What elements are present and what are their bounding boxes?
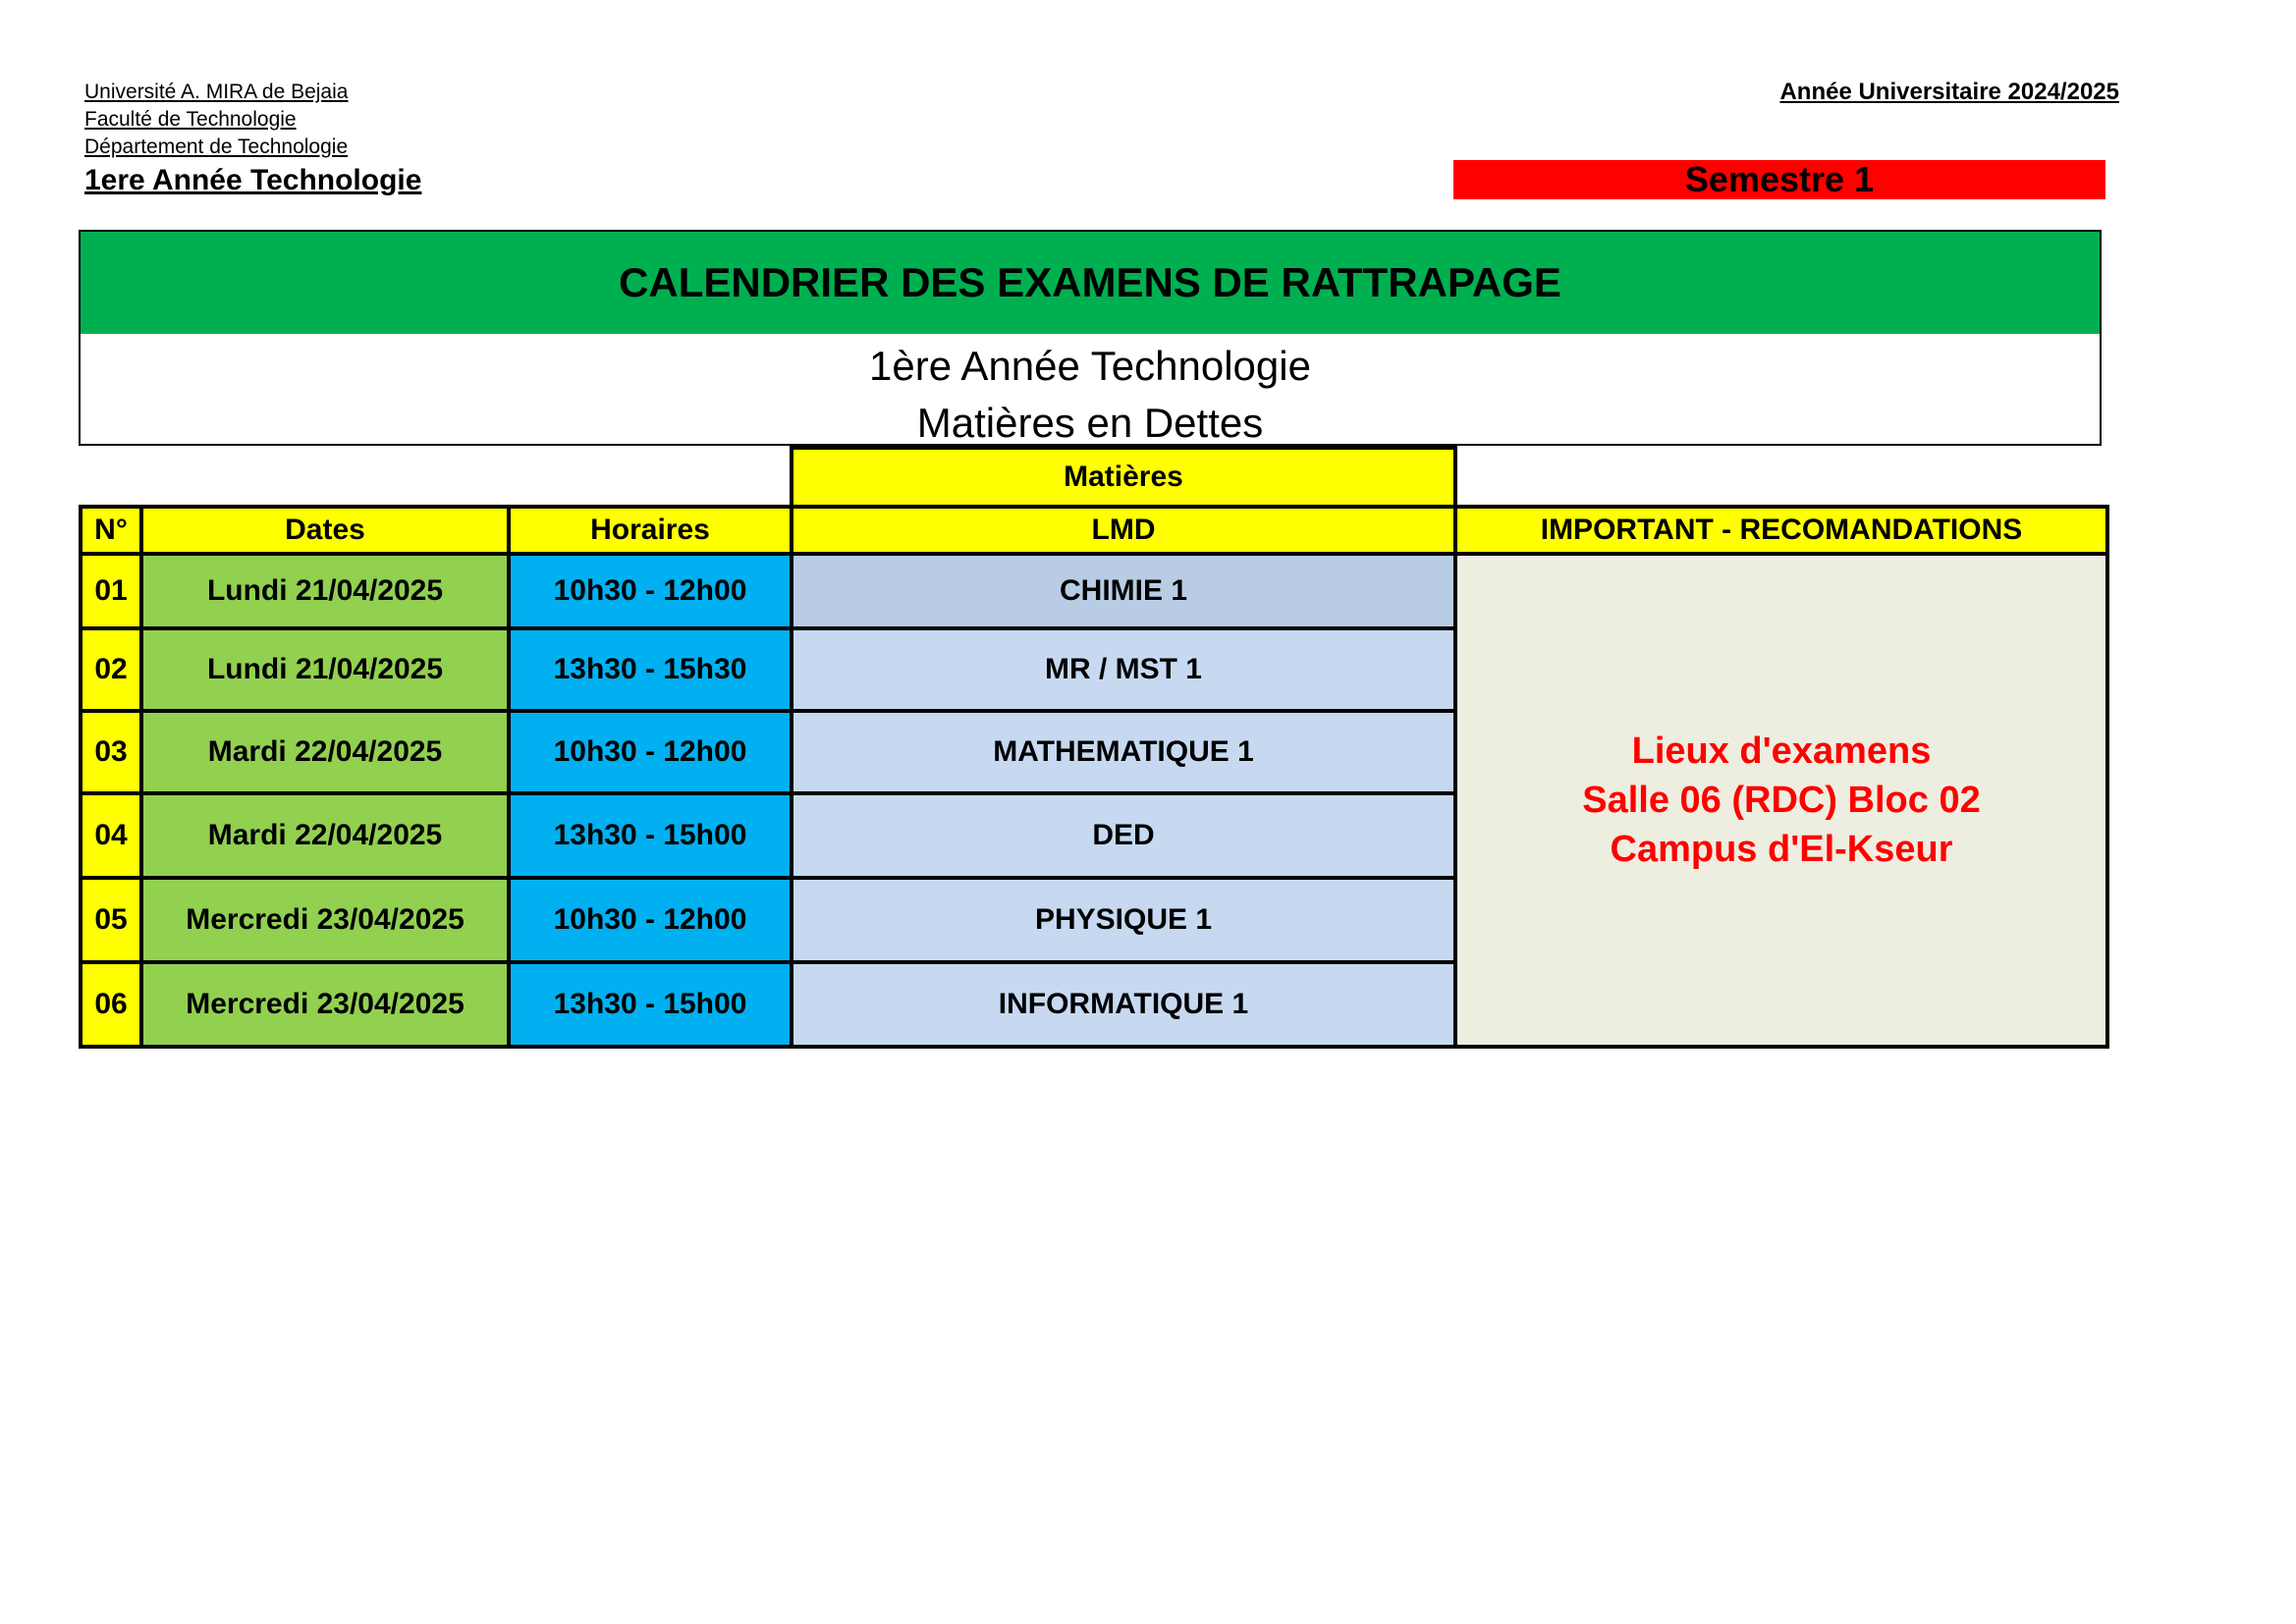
row-date: Mercredi 23/04/2025	[141, 878, 509, 962]
row-num: 03	[81, 711, 141, 793]
row-subject: PHYSIQUE 1	[792, 878, 1455, 962]
row-time: 10h30 - 12h00	[509, 878, 792, 962]
exam-location-note	[1455, 554, 2107, 1047]
row-subject: CHIMIE 1	[792, 554, 1455, 628]
row-time: 13h30 - 15h00	[509, 962, 792, 1047]
level-label: 1ere Année Technologie	[84, 164, 422, 196]
table-row	[81, 554, 2107, 628]
semester-badge: Semestre 1	[1453, 160, 2105, 199]
row-date: Mardi 22/04/2025	[141, 793, 509, 878]
row-subject: DED	[792, 793, 1455, 878]
row-num: 05	[81, 878, 141, 962]
row-date: Mercredi 23/04/2025	[141, 962, 509, 1047]
row-subject: INFORMATIQUE 1	[792, 962, 1455, 1047]
row-date: Lundi 21/04/2025	[141, 554, 509, 628]
row-time: 13h30 - 15h30	[509, 628, 792, 711]
row-time: 13h30 - 15h00	[509, 793, 792, 878]
row-num: 06	[81, 962, 141, 1047]
note-line-2: Salle 06 (RDC) Bloc 02	[1582, 780, 1981, 821]
department-name: Département de Technologie	[84, 135, 349, 158]
subtitle	[81, 334, 2100, 452]
header-num: N°	[81, 507, 141, 554]
header-row	[81, 507, 2107, 554]
faculty-name: Faculté de Technologie	[84, 108, 297, 131]
row-date: Lundi 21/04/2025	[141, 628, 509, 711]
header-horaires: Horaires	[509, 507, 792, 554]
title-box	[79, 230, 2102, 446]
row-num: 04	[81, 793, 141, 878]
group-header-row	[81, 448, 2107, 507]
institution-header	[84, 79, 421, 198]
header-lmd: LMD	[792, 507, 1455, 554]
note-line-3: Campus d'El-Kseur	[1610, 829, 1953, 870]
subtitle-line-1: 1ère Année Technologie	[869, 343, 1311, 389]
row-subject: MR / MST 1	[792, 628, 1455, 711]
row-subject: MATHEMATIQUE 1	[792, 711, 1455, 793]
note-line-1: Lieux d'examens	[1631, 731, 1932, 772]
university-name: Université A. MIRA de Bejaia	[84, 81, 349, 103]
exam-schedule-table	[79, 446, 2109, 1049]
academic-year: Année Universitaire 2024/2025	[1779, 79, 2119, 105]
page-title: CALENDRIER DES EXAMENS DE RATTRAPAGE	[81, 232, 2100, 334]
row-date: Mardi 22/04/2025	[141, 711, 509, 793]
row-time: 10h30 - 12h00	[509, 554, 792, 628]
row-num: 02	[81, 628, 141, 711]
header-important: IMPORTANT - RECOMANDATIONS	[1455, 507, 2107, 554]
subtitle-line-2: Matières en Dettes	[916, 400, 1264, 446]
row-time: 10h30 - 12h00	[509, 711, 792, 793]
header-dates: Dates	[141, 507, 509, 554]
row-num: 01	[81, 554, 141, 628]
matieres-group-header: Matières	[792, 448, 1455, 507]
